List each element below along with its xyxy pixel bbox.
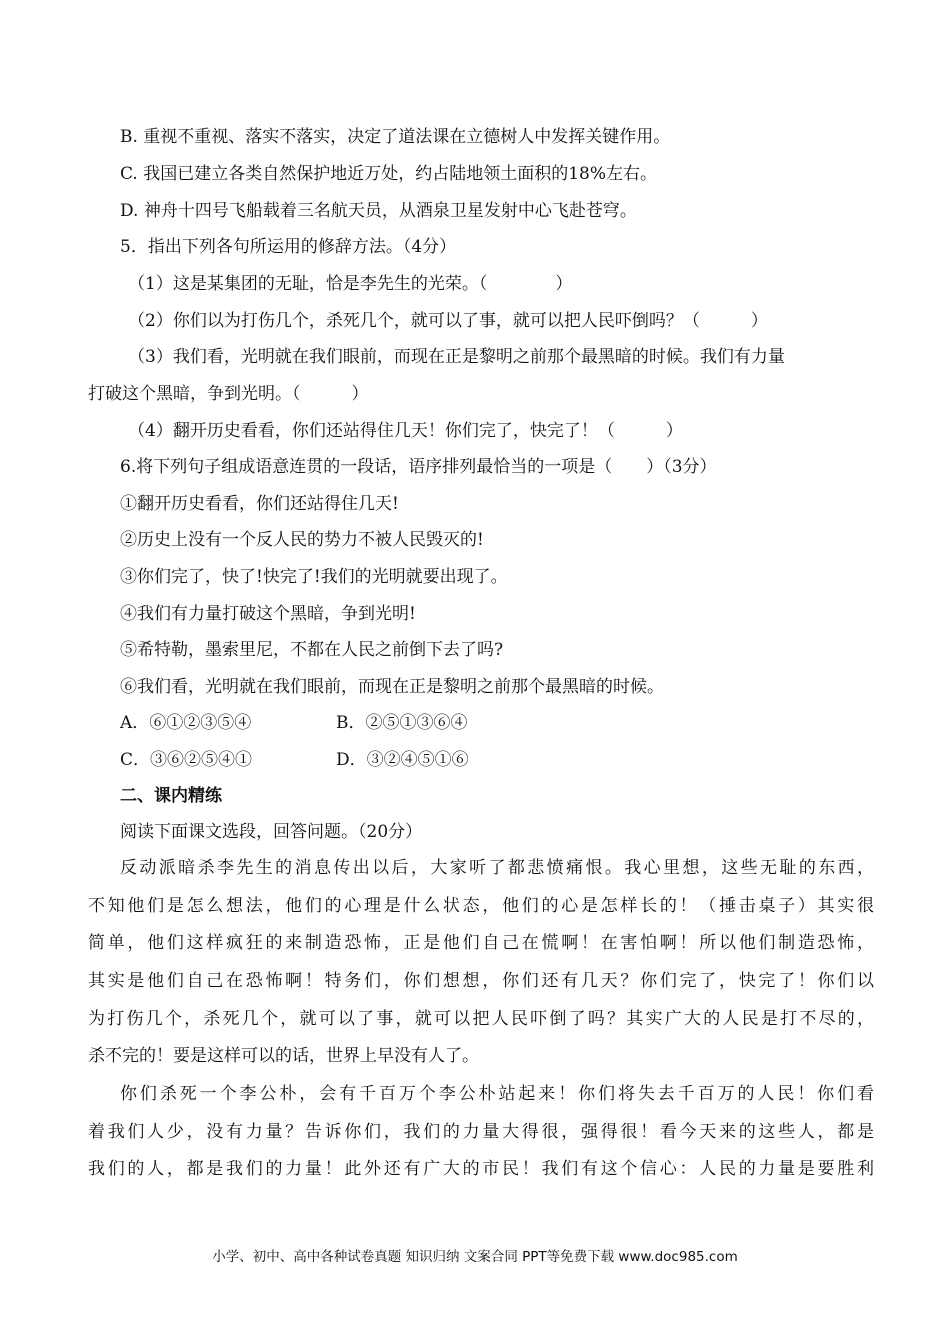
passage-paragraph-1 — [88, 850, 874, 1076]
q4-option-d: D. 神舟十四号飞船载着三名航天员，从酒泉卫星发射中心飞赴苍穹。 — [120, 201, 637, 221]
q5-item-2: （2）你们以为打伤几个，杀死几个，就可以了事，就可以把人民吓倒吗？（ ） — [128, 311, 768, 331]
passage-line: 简单，他们这样疯狂的来制造恐怖，正是他们自己在慌啊！在害怕啊！所以他们制造恐怖， — [88, 933, 874, 954]
q6-option-d: D．③②④⑤①⑥ — [336, 750, 469, 770]
q5-item-3-line-1: （3）我们看，光明就在我们眼前，而现在正是黎明之前那个最黑暗的时候。我们有力量 — [128, 347, 785, 367]
q6-sentence-3: ③你们完了，快了!快完了!我们的光明就要出现了。 — [120, 567, 508, 587]
q6-sentence-4: ④我们有力量打破这个黑暗，争到光明! — [120, 604, 416, 624]
q5-stem: 5．指出下列各句所运用的修辞方法。（4分） — [120, 237, 457, 257]
passage-line: 不知他们是怎么想法，他们的心理是什么状态，他们的心是怎样长的！（捶击桌子）其实很 — [88, 895, 874, 916]
q6-option-a: A．⑥①②③⑤④ — [120, 713, 252, 733]
passage-line: 其实是他们自己在恐怖啊！特务们，你们想想，你们还有几天？你们完了，快完了！你们以 — [88, 971, 874, 992]
passage-line: 我们的人，都是我们的力量！此外还有广大的市民！我们有这个信心：人民的力量是要胜利 — [88, 1159, 874, 1180]
passage-line: 反动派暗杀李先生的消息传出以后，大家听了都悲愤痛恨。我心里想，这些无耻的东西， — [120, 858, 874, 878]
section-instruction: 阅读下面课文选段，回答问题。（20分） — [120, 822, 423, 842]
q5-item-3-line-2: 打破这个黑暗，争到光明。（ ） — [88, 384, 369, 404]
q6-sentence-2: ②历史上没有一个反人民的势力不被人民毁灭的! — [120, 530, 484, 550]
passage-line: 杀不完的！要是这样可以的话，世界上早没有人了。 — [88, 1046, 479, 1067]
page-footer: 小学、初中、高中各种试卷真题 知识归纳 文案合同 PPT等免费下载 www.doc985.com — [212, 1249, 738, 1265]
q5-item-1: （1）这是某集团的无耻，恰是李先生的光荣。（ ） — [128, 274, 573, 294]
passage-paragraph-2 — [88, 1076, 874, 1189]
section-heading: 二、课内精练 — [120, 786, 222, 806]
q6-stem: 6.将下列句子组成语意连贯的一段话，语序排列最恰当的一项是（ ）（3分） — [120, 457, 717, 477]
q6-sentence-1: ①翻开历史看看，你们还站得住几天! — [120, 494, 399, 514]
q6-sentence-6: ⑥我们看，光明就在我们眼前，而现在正是黎明之前那个最黑暗的时候。 — [120, 677, 664, 697]
q4-option-b: B. 重视不重视、落实不落实，决定了道法课在立德树人中发挥关键作用。 — [120, 127, 671, 147]
passage-line: 为打伤几个，杀死几个，就可以了事，就可以把人民吓倒了吗？其实广大的人民是打不尽的， — [88, 1008, 874, 1029]
q5-item-4: （4）翻开历史看看，你们还站得住几天！你们完了，快完了！（ ） — [128, 421, 683, 441]
q4-option-c: C. 我国已建立各类自然保护地近万处，约占陆地领土面积的18%左右。 — [120, 164, 657, 184]
q6-option-b: B．②⑤①③⑥④ — [336, 713, 468, 733]
passage-line: 着我们人少，没有力量？告诉你们，我们的力量大得很，强得很！看今天来的这些人，都是 — [88, 1121, 874, 1142]
passage-line: 你们杀死一个李公朴，会有千百万个李公朴站起来！你们将失去千百万的人民！你们看 — [120, 1084, 874, 1104]
q6-option-c: C．③⑥②⑤④① — [120, 750, 253, 770]
q6-sentence-5: ⑤希特勒，墨索里尼，不都在人民之前倒下去了吗? — [120, 640, 504, 660]
